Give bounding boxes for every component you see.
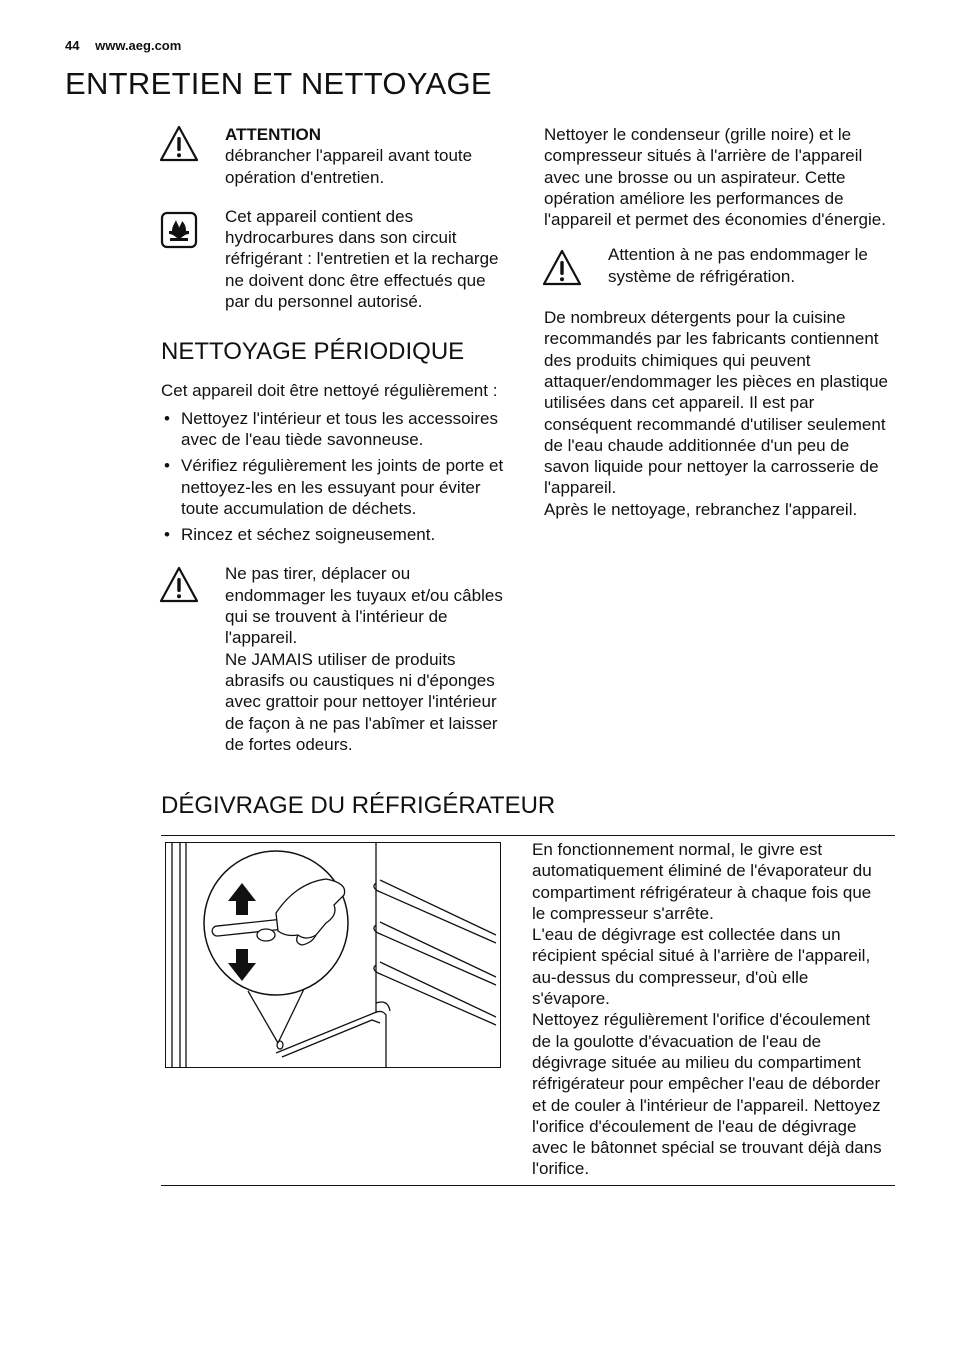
defrost-text [532, 839, 884, 1180]
condenser-text: Nettoyer le condenseur (grille noire) et le compresseur situés à l'arrière de l'appareil avec une brosse ou un aspirateur. Cette opération améliore les performances de l'appareil et permet des économies d'énergie. [544, 125, 886, 230]
site-url[interactable]: www.aeg.com [95, 38, 182, 53]
left-column [161, 124, 511, 773]
attention-title: ATTENTION [225, 125, 322, 144]
refrigeration-note-text: Attention à ne pas endommager le système de réfrigération. [608, 245, 868, 286]
refrigeration-note [544, 244, 896, 287]
divider-top [161, 835, 895, 836]
abrasive-warning-text: Ne JAMAIS utiliser de produits abrasifs ou caustiques ni d'éponges avec grattoir pour nettoyer l'intérieur de façon à ne pas l'abîmer et laisser de fortes odeurs. [225, 649, 498, 754]
handling-warning-note [161, 563, 511, 755]
page-header [65, 38, 181, 53]
after-cleaning-text: Après le nettoyage, rebranchez l'appareil. [544, 499, 858, 519]
warning-icon [159, 565, 199, 605]
attention-text: débrancher l'appareil avant toute opération d'entretien. [225, 146, 473, 187]
warning-icon [159, 124, 199, 164]
page-title: ENTRETIEN ET NETTOYAGE [65, 66, 492, 101]
defrost-paragraph-1: En fonctionnement normal, le givre est automatiquement éliminé de l'évaporateur du compartiment réfrigérateur à chaque fois que le compresseur s'arrête. [532, 840, 872, 923]
attention-note [161, 124, 511, 188]
divider-bottom [161, 1185, 895, 1186]
defrost-section [161, 792, 895, 834]
warning-icon [542, 248, 582, 288]
defrost-illustration [165, 842, 501, 1068]
periodic-intro: Cet appareil doit être nettoyé régulièrement : [161, 381, 498, 401]
fridge-interior-drawing [166, 843, 500, 1067]
hydrocarbon-text: Cet appareil contient des hydrocarbures dans son circuit réfrigérant : l'entretien et la recharge ne doivent donc être effectués que par du personnel autorisé. [225, 206, 499, 312]
defrost-paragraph-2: L'eau de dégivrage est collectée dans un récipient spécial situé à l'arrière de l'appareil, au-dessus du compresseur, d'où elle s'évapore. [532, 925, 871, 1009]
right-column [544, 124, 896, 520]
cleaning-list [161, 408, 511, 546]
hydrocarbon-note [161, 206, 511, 312]
defrost-heading: DÉGIVRAGE DU RÉFRIGÉRATEUR [161, 792, 556, 819]
list-item: • Nettoyez l'intérieur et tous les accessoires avec de l'eau tiède savonneuse. [161, 408, 511, 451]
detergents-text: De nombreux détergents pour la cuisine recommandés par les fabricants contiennent des produits chimiques qui peuvent attaquer/endommager les pièces en plastique utilisées dans cet appareil. Il est par conséquent recommandé d'utiliser seulement de l'eau chaude additionnée d'un peu de savon liquide pour nettoyer la carrosserie de l'appareil. [544, 308, 888, 498]
list-item: • Rincez et séchez soigneusement. [161, 524, 511, 545]
handling-warning-text: Ne pas tirer, déplacer ou endommager les tuyaux et/ou câbles qui se trouvent à l'intérieur de l'appareil. [225, 564, 503, 648]
page-number: 44 [65, 38, 80, 53]
flame-hazard-icon [159, 210, 199, 250]
list-item: • Vérifiez régulièrement les joints de porte et nettoyez-les en les essuyant pour éviter toute accumulation de déchets. [161, 455, 511, 519]
periodic-cleaning-heading: NETTOYAGE PÉRIODIQUE [161, 338, 465, 366]
defrost-paragraph-3: Nettoyez régulièrement l'orifice d'écoulement de la goulotte d'évacuation de l'eau de dégivrage située au milieu du compartiment réfrigérateur pour empêcher l'eau de déborder et de couler à l'intérieur de l'appareil. Nettoyez l'orifice d'écoulement de l'eau de dégivrage avec le bâtonnet spécial se trouvant déjà dans l'orifice. [532, 1010, 882, 1179]
